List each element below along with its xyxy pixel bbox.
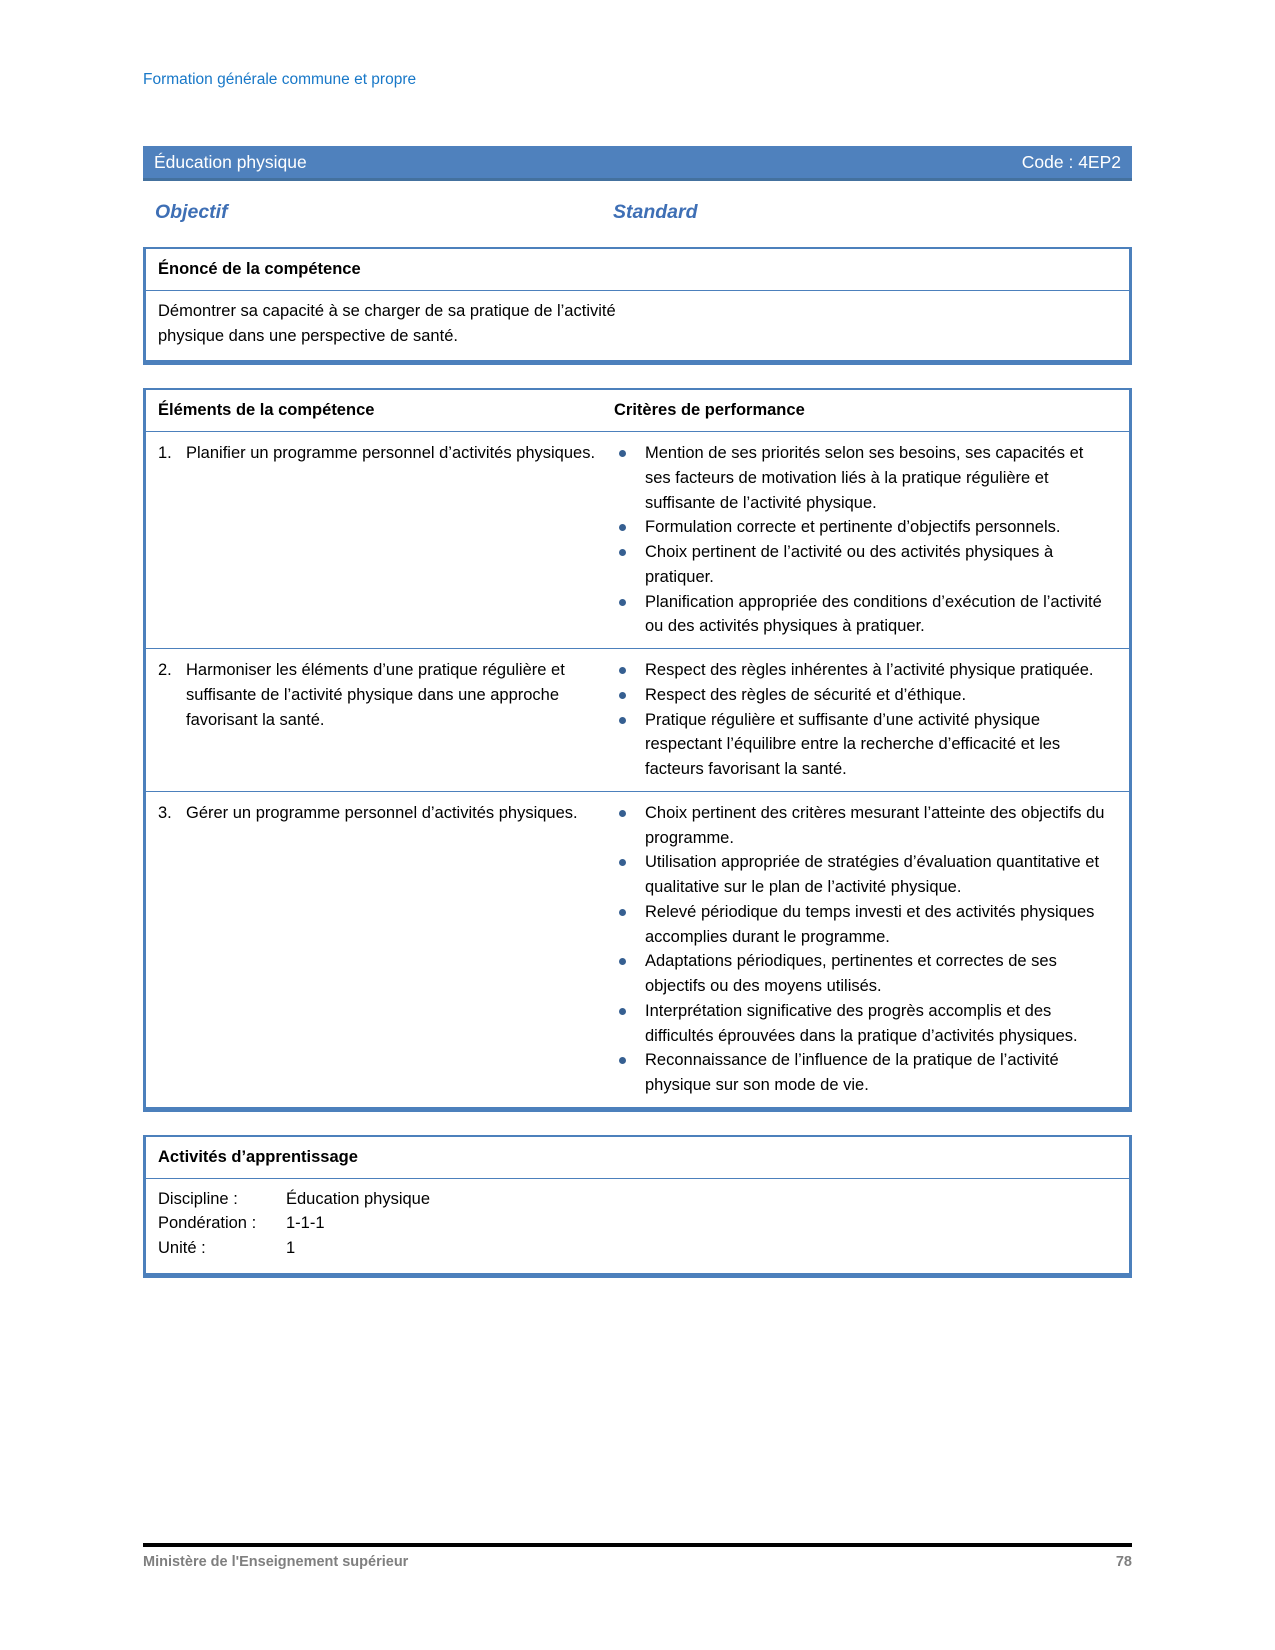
criteria-cell <box>612 792 1129 1107</box>
activity-label: Discipline : <box>158 1189 238 1208</box>
criteria-item <box>614 683 1113 708</box>
course-title: Éducation physique <box>154 151 307 172</box>
activites-header: Activités d’apprentissage <box>146 1137 1129 1179</box>
bullet-icon <box>619 1057 626 1064</box>
criteria-cell <box>612 432 1129 648</box>
criteria-item <box>614 949 1113 999</box>
element-number: 3. <box>158 803 172 822</box>
activity-value: 1-1-1 <box>286 1214 325 1233</box>
bullet-icon <box>619 524 626 531</box>
criteria-text: Utilisation appropriée de stratégies d’évaluation quantitative et qualitative sur le plan de l’activité physique. <box>645 853 1100 897</box>
element-cell <box>146 432 612 648</box>
bullet-icon <box>619 859 626 866</box>
enonce-header: Énoncé de la compétence <box>146 249 1129 291</box>
criteria-item <box>614 801 1113 851</box>
enonce-body <box>146 291 1129 361</box>
activity-label: Unité : <box>158 1239 206 1258</box>
criteria-text: Reconnaissance de l’influence de la pratique de l’activité physique sur son mode de vie. <box>645 1051 1059 1095</box>
bullet-icon <box>619 810 626 817</box>
page-footer <box>143 1554 1132 1570</box>
page-content <box>143 0 1132 1278</box>
criteria-item <box>614 850 1113 900</box>
competence-box <box>143 388 1132 1112</box>
element-text: Planifier un programme personnel d’activités physiques. <box>186 444 596 463</box>
criteria-list <box>614 801 1113 1098</box>
element-text: Harmoniser les éléments d’une pratique régulière et suffisante de l’activité physique dans une approche favorisant la santé. <box>186 661 565 729</box>
activity-label: Pondération : <box>158 1214 257 1233</box>
criteria-item <box>614 658 1113 683</box>
footer-rule <box>143 1543 1132 1547</box>
criteria-text: Respect des règles inhérentes à l’activité physique pratiquée. <box>645 661 1094 680</box>
standard-heading: Standard <box>613 201 698 224</box>
course-code: Code : 4EP2 <box>1021 151 1121 172</box>
criteria-item <box>614 515 1113 540</box>
bullet-icon <box>619 692 626 699</box>
activity-value: Éducation physique <box>286 1189 431 1208</box>
criteria-text: Mention de ses priorités selon ses besoins, ses capacités et ses facteurs de motivation liés à la pratique régulière et suffisante de l’activité physique. <box>645 444 1084 512</box>
competence-table-header <box>146 390 1129 432</box>
table-row <box>146 792 1129 1107</box>
element-number: 2. <box>158 661 172 680</box>
column-headings <box>143 201 1132 224</box>
criteria-text: Respect des règles de sécurité et d’éthique. <box>645 685 967 704</box>
criteria-text: Choix pertinent des critères mesurant l’atteinte des objectifs du programme. <box>645 803 1105 847</box>
bullet-icon <box>619 549 626 556</box>
breadcrumb: Formation générale commune et propre <box>143 71 417 88</box>
table-row <box>146 432 1129 649</box>
activites-box <box>143 1135 1132 1278</box>
course-title-bar <box>143 146 1132 181</box>
criteria-list <box>614 658 1113 782</box>
criteria-text: Relevé périodique du temps investi et des activités physiques accomplies durant le programme. <box>645 902 1095 946</box>
activity-value: 1 <box>286 1239 296 1258</box>
criteria-item <box>614 540 1113 590</box>
criteres-header: Critères de performance <box>614 401 805 420</box>
element-number: 1. <box>158 444 172 463</box>
activity-row <box>158 1236 1117 1261</box>
criteria-item <box>614 999 1113 1049</box>
criteria-item <box>614 590 1113 640</box>
criteria-text: Planification appropriée des conditions d’exécution de l’activité ou des activités physiques à pratiquer. <box>645 592 1102 636</box>
footer-page-number: 78 <box>1115 1554 1132 1570</box>
enonce-box <box>143 247 1132 365</box>
criteria-text: Pratique régulière et suffisante d’une activité physique respectant l’équilibre entre la recherche d’efficacité et les facteurs favorisant la santé. <box>645 710 1061 779</box>
bullet-icon <box>619 667 626 674</box>
criteria-text: Adaptations périodiques, pertinentes et correctes de ses objectifs ou des moyens utilisés. <box>645 952 1057 996</box>
bullet-icon <box>619 909 626 916</box>
bullet-icon <box>619 1008 626 1015</box>
objectif-heading: Objectif <box>155 201 228 224</box>
bullet-icon <box>619 717 626 724</box>
criteria-list <box>614 441 1113 639</box>
bullet-icon <box>619 599 626 606</box>
elements-header: Éléments de la compétence <box>158 401 375 420</box>
criteria-item <box>614 441 1113 515</box>
element-cell <box>146 649 612 791</box>
criteria-text: Formulation correcte et pertinente d’objectifs personnels. <box>645 518 1061 537</box>
bullet-icon <box>619 958 626 965</box>
activity-row <box>158 1211 1117 1236</box>
bullet-icon <box>619 450 626 457</box>
criteria-text: Choix pertinent de l’activité ou des activités physiques à pratiquer. <box>645 543 1054 586</box>
criteria-item <box>614 708 1113 782</box>
element-cell <box>146 792 612 1107</box>
criteria-item <box>614 1048 1113 1098</box>
criteria-cell <box>612 649 1129 791</box>
criteria-text: Interprétation significative des progrès accomplis et des difficultés éprouvées dans la pratique d’activités physiques. <box>645 1001 1078 1045</box>
footer-ministry: Ministère de l'Enseignement supérieur <box>143 1554 409 1570</box>
criteria-item <box>614 900 1113 950</box>
activity-row <box>158 1187 1117 1212</box>
enonce-text: Démontrer sa capacité à se charger de sa pratique de l’activité physique dans une perspective de santé. <box>158 301 616 345</box>
element-text: Gérer un programme personnel d’activités physiques. <box>186 803 578 822</box>
activites-body <box>146 1179 1129 1273</box>
table-row <box>146 649 1129 792</box>
